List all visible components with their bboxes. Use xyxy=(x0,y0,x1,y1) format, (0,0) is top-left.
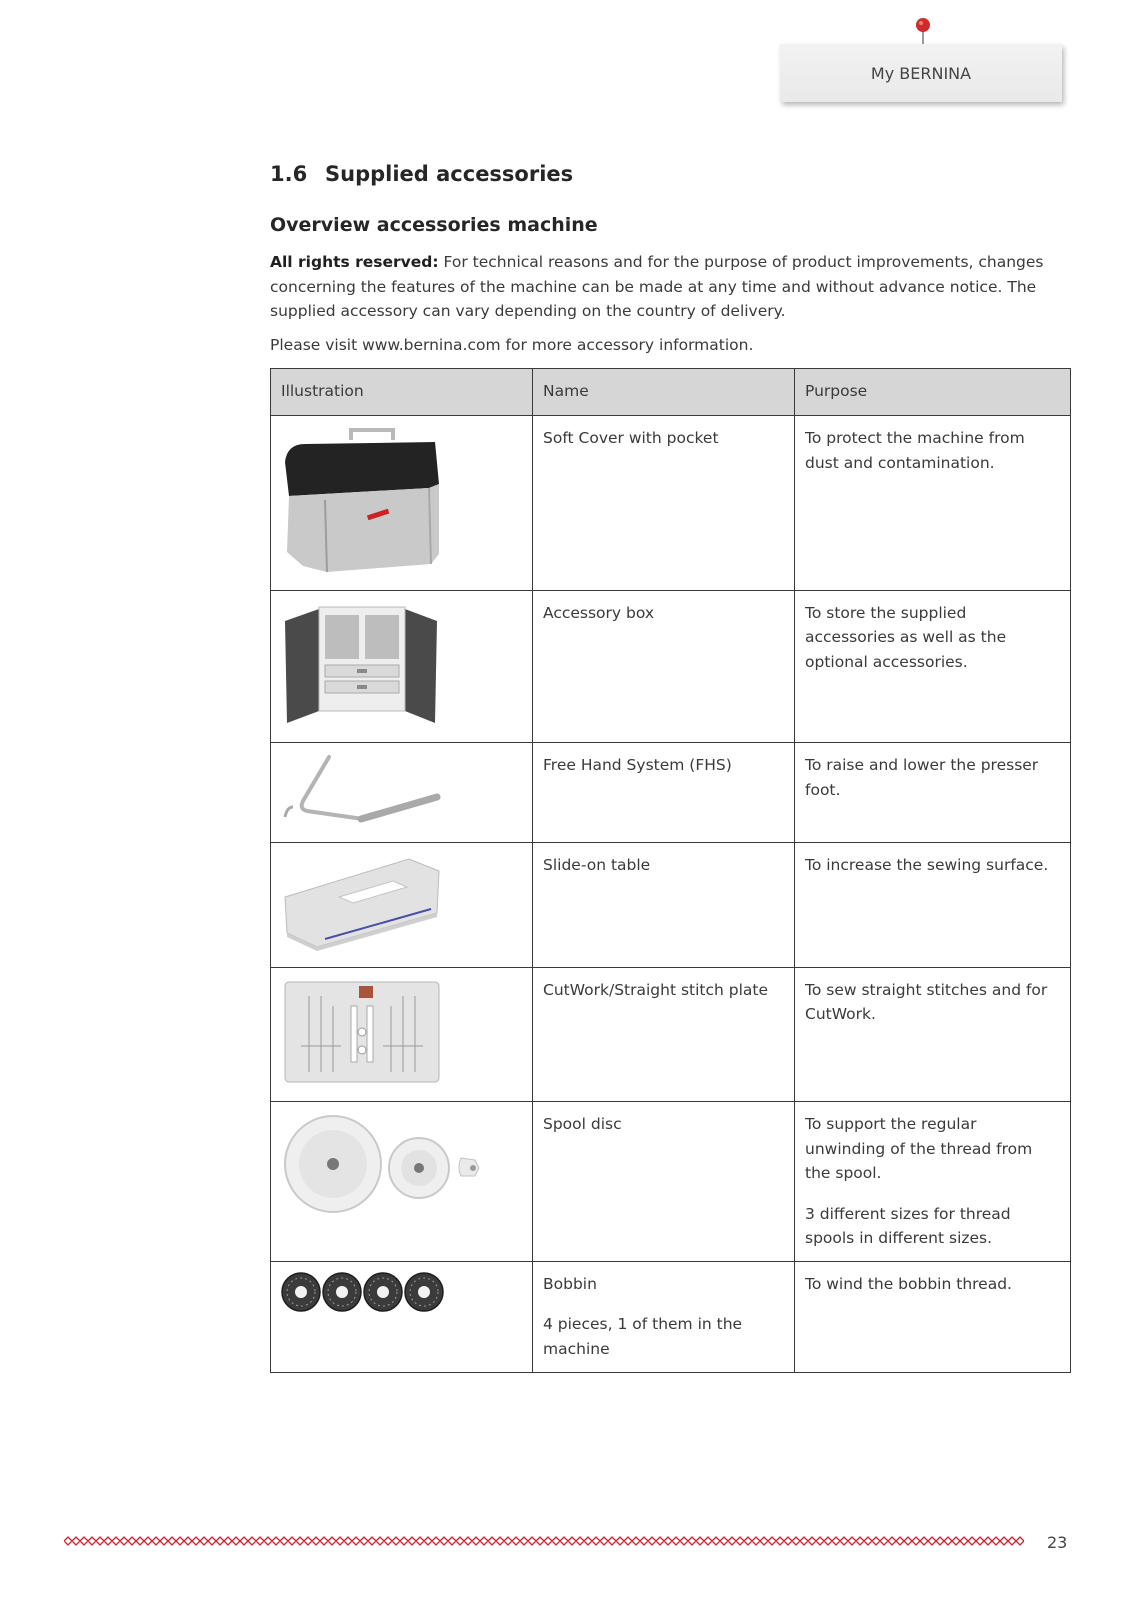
column-header: Illustration xyxy=(271,369,533,416)
name-text: Spool disc xyxy=(543,1115,622,1133)
column-header: Name xyxy=(533,369,795,416)
table-row xyxy=(271,967,1071,1102)
accessories-table xyxy=(270,368,1071,1373)
purpose-cell xyxy=(795,1261,1071,1372)
stitch-path xyxy=(64,1537,1024,1545)
column-header: Purpose xyxy=(795,369,1071,416)
name-cell xyxy=(533,416,795,591)
section-title: Supplied accessories xyxy=(325,162,574,186)
table-row xyxy=(271,1102,1071,1262)
table-row xyxy=(271,590,1071,743)
illustration-cell xyxy=(271,1261,533,1372)
decorative-stitch-border xyxy=(64,1536,1024,1546)
name-text: Bobbin xyxy=(543,1274,597,1293)
subsection-heading: Overview accessories machine xyxy=(270,214,598,236)
chapter-tab xyxy=(780,44,1062,102)
name-text: Accessory box xyxy=(543,603,655,622)
spool-disc-illustration xyxy=(281,1110,491,1220)
name-cell xyxy=(533,1261,795,1372)
soft-cover-illustration xyxy=(281,424,441,574)
accessory-box-illustration xyxy=(281,599,441,727)
illustration-cell xyxy=(271,416,533,591)
slide-on-table-illustration xyxy=(281,851,441,951)
name-cell xyxy=(533,743,795,843)
free-hand-system-illustration xyxy=(281,751,441,825)
illustration-cell xyxy=(271,743,533,843)
table-row xyxy=(271,1261,1071,1372)
bobbin-illustration xyxy=(281,1270,451,1314)
intro-text: For technical reasons and for the purpose of product improvements, changes concerning the features of the machine can be made at any time and without advance notice. The supplied accessory can vary depending on the country of delivery. xyxy=(270,253,1044,320)
name-cell xyxy=(533,590,795,743)
table-header-row xyxy=(271,369,1071,416)
illustration-cell xyxy=(271,590,533,743)
intro-paragraph xyxy=(270,250,1070,324)
illustration-cell xyxy=(271,1102,533,1262)
name-cell xyxy=(533,967,795,1102)
purpose-text: To support the regular unwinding of the thread from the spool. xyxy=(805,1115,1033,1182)
name-text: Slide-on table xyxy=(543,856,651,874)
purpose-text: To wind the bobbin thread. xyxy=(805,1274,1012,1293)
illustration-cell xyxy=(271,843,533,968)
illustration-cell xyxy=(271,967,533,1102)
purpose-cell xyxy=(795,590,1071,743)
intro-bold: All rights reserved: xyxy=(270,253,439,271)
name-cell xyxy=(533,1102,795,1262)
name-text: 4 pieces, 1 of them in the machine xyxy=(543,1315,743,1358)
name-text: CutWork/Straight stitch plate xyxy=(543,980,769,999)
purpose-text: 3 different sizes for thread spools in different sizes. xyxy=(805,1204,1011,1247)
section-number: 1.6 xyxy=(270,162,308,186)
visit-paragraph: Please visit www.bernina.com for more accessory information. xyxy=(270,336,754,354)
table-row xyxy=(271,743,1071,843)
purpose-cell xyxy=(795,743,1071,843)
purpose-cell xyxy=(795,967,1071,1102)
purpose-text: To raise and lower the presser foot. xyxy=(805,756,1039,799)
page-number: 23 xyxy=(1047,1533,1068,1552)
purpose-cell xyxy=(795,416,1071,591)
purpose-text: To increase the sewing surface. xyxy=(805,856,1049,874)
chapter-tab-label: My BERNINA xyxy=(870,63,972,83)
purpose-text: To store the supplied accessories as well as the optional accessories. xyxy=(805,603,1007,671)
table-row xyxy=(271,416,1071,591)
section-heading xyxy=(270,162,573,186)
purpose-text: To protect the machine from dust and contamination. xyxy=(805,429,1025,472)
name-cell xyxy=(533,843,795,968)
purpose-text: To sew straight stitches and for CutWork. xyxy=(805,980,1048,1023)
name-text: Soft Cover with pocket xyxy=(543,429,719,447)
purpose-cell xyxy=(795,843,1071,968)
name-text: Free Hand System (FHS) xyxy=(543,756,732,774)
purpose-cell xyxy=(795,1102,1071,1262)
table-row xyxy=(271,843,1071,968)
stitch-plate-illustration xyxy=(281,976,441,1086)
